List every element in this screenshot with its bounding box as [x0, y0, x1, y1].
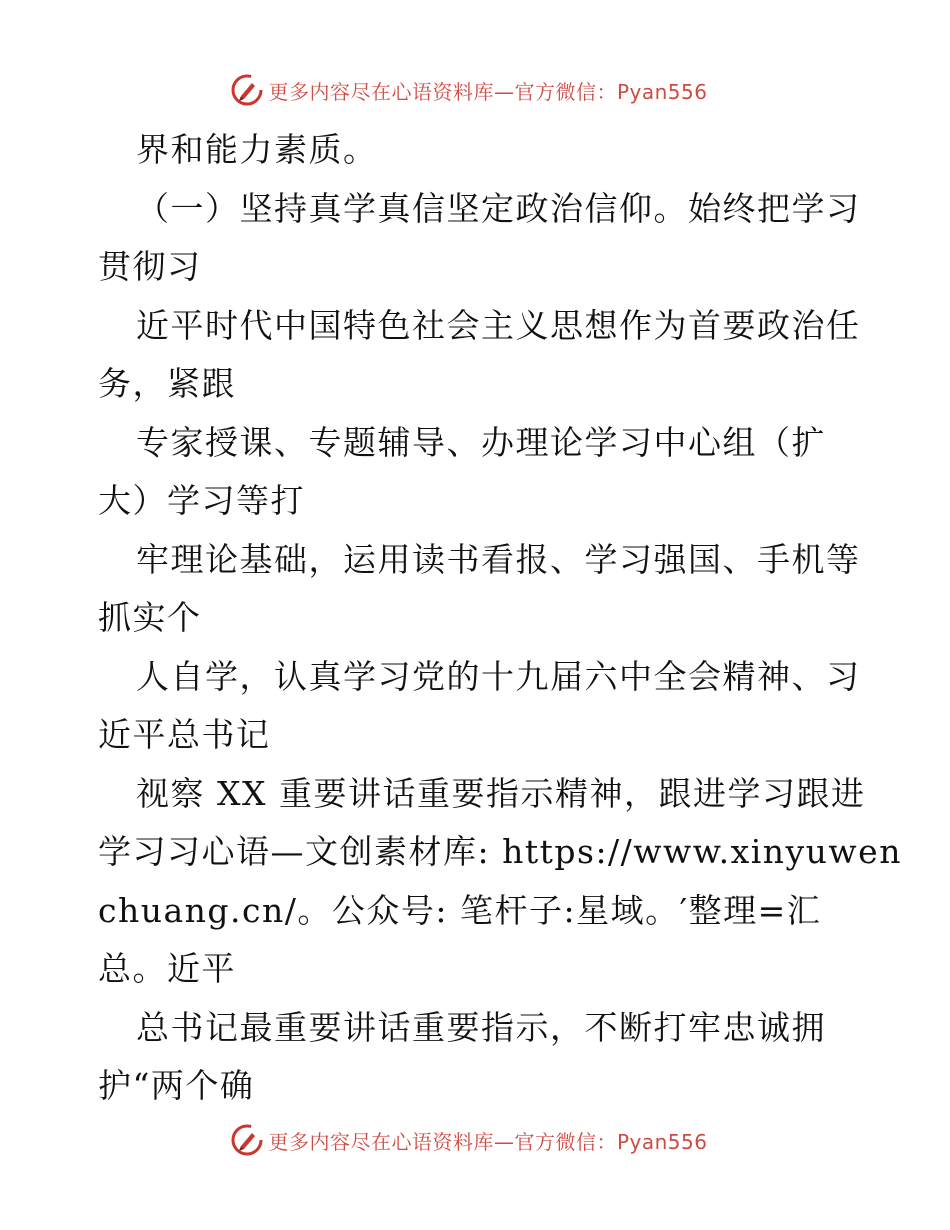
text-line: 学习习心语—文创素材库: https://www.xinyuwen — [98, 832, 902, 871]
text-line: 大）学习等打 — [98, 481, 305, 520]
text-line: 视察 XX 重要讲话重要指示精神，跟进学习跟进 — [136, 773, 866, 813]
text-line: 总。近平 — [98, 949, 236, 988]
text-line: 牢理论基础，运用读书看报、学习强国、手机等 — [136, 539, 861, 579]
text-line: 专家授课、专题辅导、办理论学习中心组（扩 — [136, 422, 826, 462]
header-watermark — [0, 70, 950, 110]
footer-watermark-inner — [230, 1123, 707, 1157]
text-line: 近平总书记 — [98, 715, 271, 754]
watermark-text: 更多内容尽在心语资料库—官方微信：Pyan556 — [268, 79, 708, 104]
header-watermark-inner — [230, 73, 707, 107]
text-line: 界和能力素质。 — [136, 130, 378, 169]
text-line: 护“两个确 — [98, 1066, 255, 1105]
text-line: （一）坚持真学真信坚定政治信仰。始终把学习 — [136, 188, 861, 228]
document-body — [98, 121, 902, 1116]
text-line: 抓实个 — [98, 598, 202, 637]
text-line: 务，紧跟 — [98, 364, 236, 403]
text-line: 近平时代中国特色社会主义思想作为首要政治任 — [136, 305, 861, 345]
text-line: chuang.cn/。公众号: 笔杆子:星域。′整理=汇 — [98, 890, 822, 930]
text-line: 总书记最重要讲话重要指示，不断打牢忠诚拥 — [136, 1007, 826, 1047]
text-line: 贯彻习 — [98, 247, 202, 286]
footer-watermark — [0, 1120, 950, 1160]
watermark-text: 更多内容尽在心语资料库—官方微信：Pyan556 — [268, 1129, 708, 1154]
pen-logo-icon — [230, 73, 264, 107]
text-line: 人自学，认真学习党的十九届六中全会精神、习 — [136, 656, 861, 696]
pen-logo-icon — [230, 1123, 264, 1157]
